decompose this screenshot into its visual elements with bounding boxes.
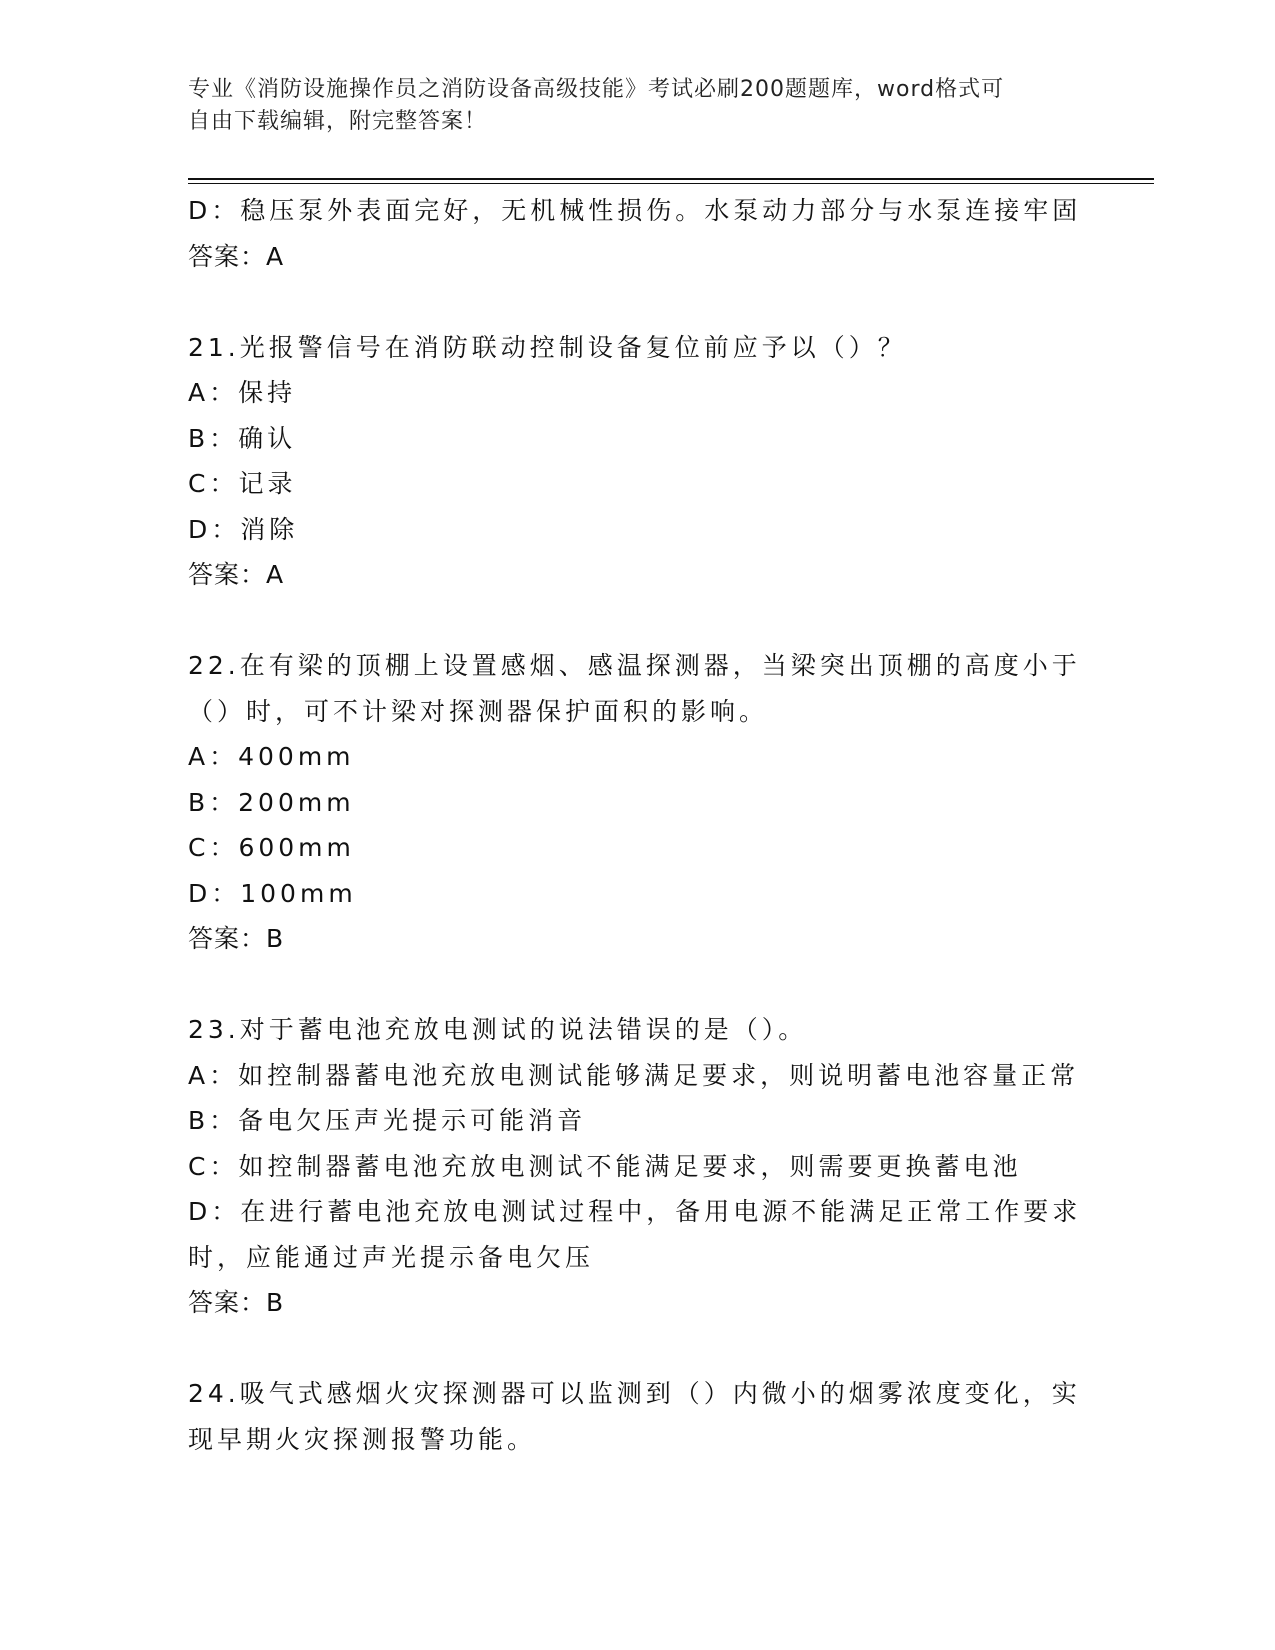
- option-c: C：如控制器蓄电池充放电测试不能满足要求，则需要更换蓄电池: [188, 1151, 1022, 1181]
- question-23: [188, 1007, 1088, 1326]
- option-d: D：在进行蓄电池充放电测试过程中，备用电源不能满足正常工作要求: [188, 1197, 1082, 1226]
- header-line: 自由下载编辑，附完整答案！: [188, 109, 488, 134]
- option-d-cont: 时，应能通过声光提示备电欠压: [188, 1242, 595, 1272]
- question-stem: 21.光报警信号在消防联动控制设备复位前应予以（）？: [188, 332, 907, 362]
- answer-line: 答案：B: [188, 924, 285, 953]
- answer-line: 答案：B: [188, 1288, 285, 1317]
- question-stem: 24.吸气式感烟火灾探测器可以监测到（）内微小的烟雾浓度变化，实: [188, 1379, 1081, 1408]
- question-list: [188, 188, 1088, 1462]
- question-22: [188, 643, 1088, 962]
- option-d: D：100mm: [188, 878, 357, 908]
- answer-line: 答案：A: [188, 560, 285, 589]
- option-a: A：保持: [188, 378, 297, 407]
- answer-line: 答案：A: [188, 241, 285, 271]
- question-stem-cont: 现早期火灾探测报警功能。: [188, 1424, 537, 1454]
- option-b: B：备电欠压声光提示可能消音: [188, 1106, 587, 1135]
- question-stem: 23.对于蓄电池充放电测试的说法错误的是（）。: [188, 1015, 808, 1044]
- option-b: B：确认: [188, 423, 297, 453]
- option-a: A：如控制器蓄电池充放电测试能够满足要求，则说明蓄电池容量正常: [188, 1060, 1080, 1090]
- header-line: 专业《消防设施操作员之消防设备高级技能》考试必刷200题题库，word格式可: [188, 77, 1005, 102]
- option-d: D：稳压泵外表面完好，无机械性损伤。水泵动力部分与水泵连接牢固: [188, 196, 1082, 225]
- option-d: D：消除: [188, 514, 299, 544]
- question-21: [188, 325, 1088, 598]
- question-24: [188, 1371, 1088, 1462]
- header-rule-thick: [188, 178, 1154, 180]
- page-header: [188, 74, 1068, 138]
- question-stem-cont: （）时，可不计梁对探测器保护面积的影响。: [188, 696, 769, 726]
- question-stem: 22.在有梁的顶棚上设置感烟、感温探测器，当梁突出顶棚的高度小于: [188, 651, 1081, 680]
- option-a: A：400mm: [188, 742, 355, 771]
- header-rule-thin: [188, 183, 1154, 184]
- option-b: B：200mm: [188, 787, 355, 817]
- option-c: C：记录: [188, 469, 297, 498]
- question-continuation: [188, 188, 1088, 279]
- option-c: C：600mm: [188, 833, 355, 862]
